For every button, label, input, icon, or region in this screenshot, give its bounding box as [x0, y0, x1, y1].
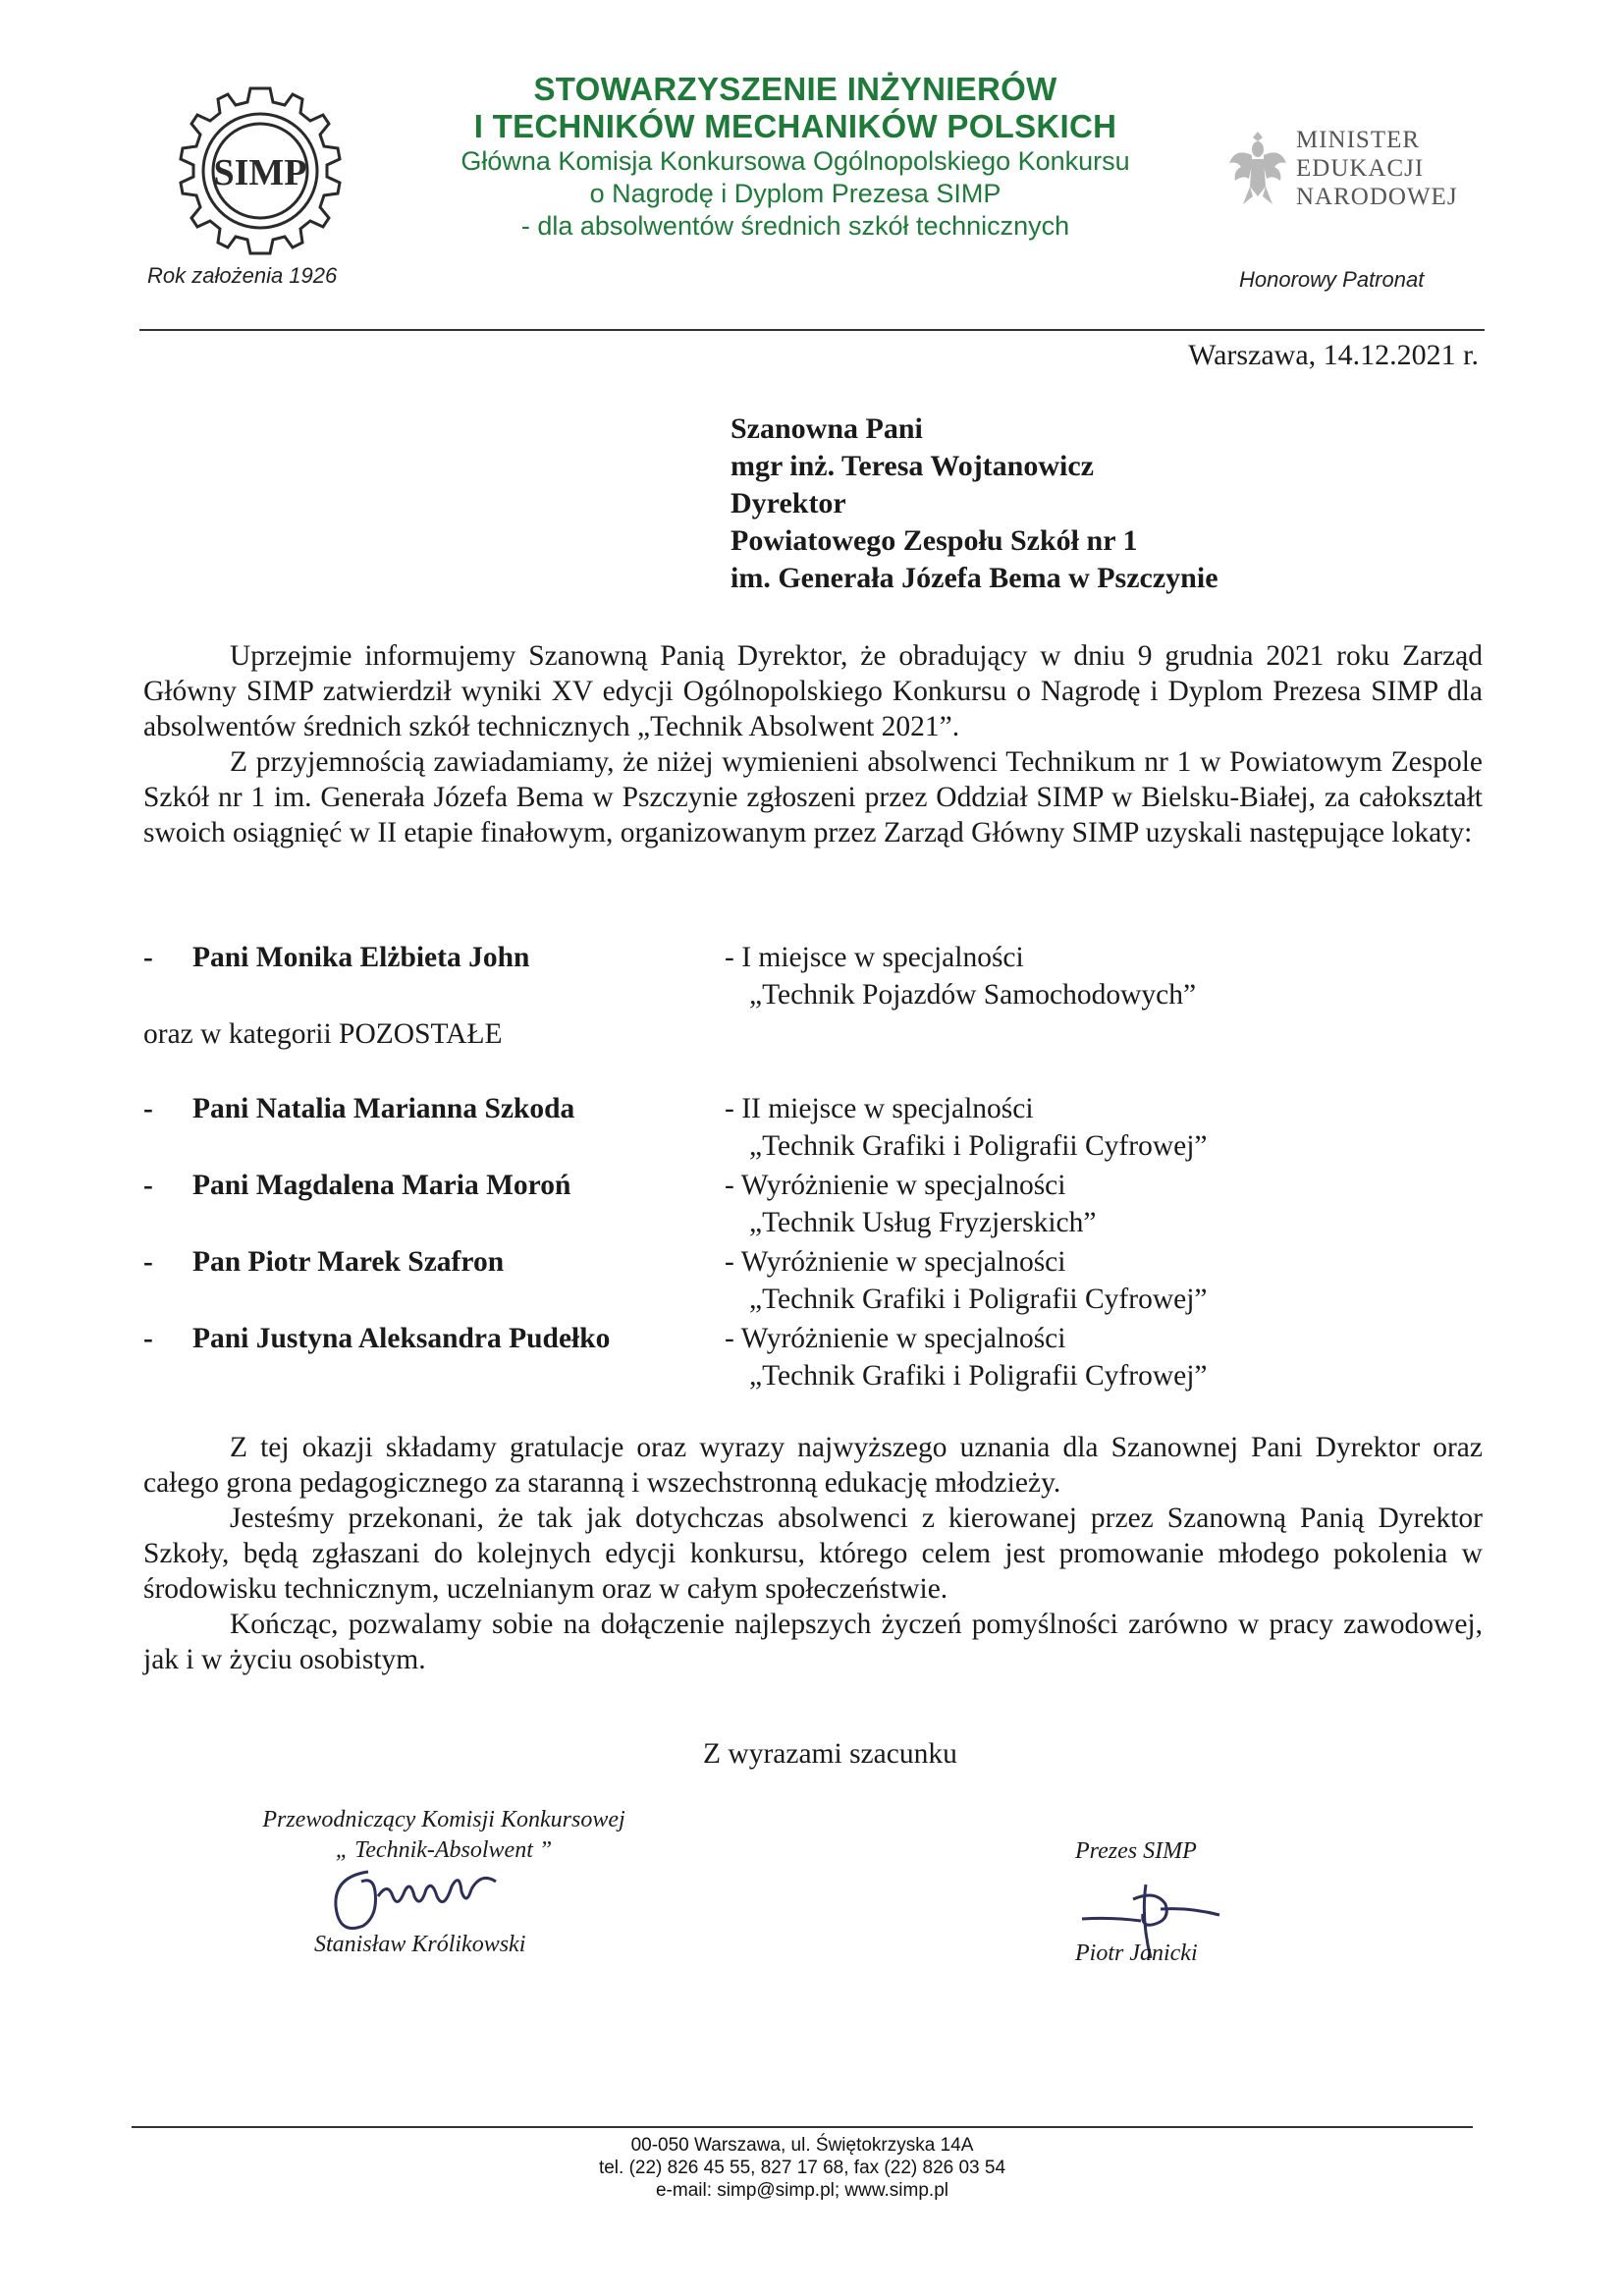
- footer-phone: tel. (22) 826 45 55, 827 17 68, fax (22) 826 03 54: [598, 2158, 1006, 2178]
- award-specialty: „Technik Pojazdów Samochodowych”: [749, 979, 1197, 1011]
- minister-line-3: NARODOWEJ: [1296, 184, 1458, 210]
- addressee-line-2: mgr inż. Teresa Wojtanowicz: [731, 450, 1094, 482]
- awardee-name: Pani Monika Elżbieta John: [192, 942, 530, 973]
- footer-contact: [132, 2134, 1473, 2202]
- paragraph-3: Z tej okazji składamy gratulacje oraz wyrazy najwyższego uznania dla Szanownej Pani Dyrektor oraz całego grona pedagogicznego za staranną i wszechstronną edukację młodzieży.: [143, 1432, 1483, 1499]
- addressee-line-5: im. Generała Józefa Bema w Pszczynie: [731, 562, 1218, 594]
- awards-list: [143, 939, 1483, 1396]
- award-specialty: „Technik Usług Fryzjerskich”: [749, 1207, 1097, 1238]
- award-row: [143, 1320, 1483, 1396]
- header-divider: [139, 329, 1485, 331]
- awardee-name: Pan Piotr Marek Szafron: [192, 1246, 505, 1278]
- patron-label: Honorowy Patronat: [1239, 267, 1425, 292]
- paragraph-2: Z przyjemnością zawiadamiamy, że niżej wymienieni absolwenci Technikum nr 1 w Powiatowym Zespole Szkół nr 1 im. Generała Józefa Bema w Pszczynie zgłoszeni przez Oddział SIMP w Bielsku-Białej, za całokształt swoich osiągnięć w II etapie finałowym, organizowanym przez Zarząd Główny SIMP uzyskali następujące lokaty:: [143, 746, 1483, 848]
- footer-address: 00-050 Warszawa, ul. Świętokrzyska 14A: [630, 2135, 974, 2156]
- minister-line-1: MINISTER: [1296, 127, 1421, 153]
- minister-line-2: EDUKACJI: [1296, 155, 1425, 182]
- paragraph-4: Jesteśmy przekonani, że tak jak dotychczas absolwenci z kierowanej przez Szanowną Panią Dyrektor Szkoły, będą zgłaszani do kolejnych edycji konkursu, którego celem jest promowanie młodego pokolenia w środowisku technicznym, uczelnianym oraz w całym społeczeństwie.: [143, 1503, 1483, 1605]
- paragraph-5: Kończąc, pozwalamy sobie na dołączenie najlepszych życzeń pomyślności zarówno w pracy zawodowej, jak i w życiu osobistym.: [143, 1609, 1483, 1675]
- org-title-line-1: STOWARZYSZENIE INŻYNIERÓW: [533, 71, 1057, 107]
- award-specialty: „Technik Grafiki i Poligrafii Cyfrowej”: [749, 1130, 1208, 1162]
- category-label: oraz w kategorii POZOSTAŁE: [143, 1018, 503, 1050]
- minister-label: [1296, 126, 1458, 211]
- list-dash: -: [143, 1170, 153, 1201]
- list-dash: -: [143, 1323, 153, 1354]
- list-dash: -: [143, 1093, 153, 1124]
- eagle-emblem-icon: [1225, 126, 1290, 214]
- award-place: - Wyróżnienie w specjalności: [725, 1246, 1066, 1278]
- footer-email: e-mail: simp@simp.pl; www.simp.pl: [655, 2180, 948, 2201]
- list-dash: -: [143, 1246, 153, 1278]
- award-place: - I miejsce w specjalności: [725, 942, 1024, 973]
- org-title-line-2: I TECHNIKÓW MECHANIKÓW POLSKICH: [473, 108, 1117, 144]
- closing-phrase: Z wyrazami szacunku: [703, 1738, 957, 1770]
- commission-chair-title-line-1: Przewodniczący Komisji Konkursowej: [262, 1807, 625, 1832]
- org-subtitle-line-2: o Nagrodę i Dyplom Prezesa SIMP: [589, 179, 1001, 208]
- award-place: - Wyróżnienie w specjalności: [725, 1170, 1066, 1201]
- award-place: - II miejsce w specjalności: [725, 1093, 1034, 1124]
- president-name: Piotr Janicki: [1075, 1941, 1198, 1966]
- org-subtitle-line-3: - dla absolwentów średnich szkół technicznych: [520, 211, 1070, 241]
- org-subtitle-line-1: Główna Komisja Konkursowa Ogólnopolskiego Konkursu: [460, 146, 1130, 176]
- commission-chair-title-line-2: „ Technik-Absolwent ”: [335, 1837, 553, 1863]
- award-row: [143, 1090, 1483, 1167]
- footer-divider: [132, 2126, 1473, 2128]
- award-row: [143, 1243, 1483, 1320]
- awardee-name: Pani Natalia Marianna Szkoda: [192, 1093, 575, 1124]
- simp-logo: [167, 79, 353, 265]
- addressee-line-4: Powiatowego Zespołu Szkół nr 1: [731, 524, 1138, 557]
- logo-text: SIMP: [213, 152, 307, 193]
- commission-chair-name: Stanisław Królikowski: [314, 1932, 526, 1957]
- organization-header: [373, 71, 1218, 243]
- addressee-block: [731, 410, 1218, 597]
- award-place: - Wyróżnienie w specjalności: [725, 1323, 1066, 1354]
- addressee-line-3: Dyrektor: [731, 487, 846, 519]
- awardee-name: Pani Justyna Aleksandra Pudełko: [192, 1323, 611, 1354]
- letter-date: Warszawa, 14.12.2021 r.: [1188, 339, 1479, 371]
- award-specialty: „Technik Grafiki i Poligrafii Cyfrowej”: [749, 1360, 1208, 1392]
- awardee-name: Pani Magdalena Maria Moroń: [192, 1170, 571, 1201]
- award-row: [143, 1167, 1483, 1243]
- list-dash: -: [143, 942, 153, 973]
- addressee-line-1: Szanowna Pani: [731, 412, 923, 445]
- award-row: [143, 939, 1483, 1015]
- paragraph-1: Uprzejmie informujemy Szanowną Panią Dyrektor, że obradujący w dniu 9 grudnia 2021 roku Zarząd Główny SIMP zatwierdził wyniki XV edycji Ogólnopolskiego Konkursu o Nagrodę i Dyplom Prezesa SIMP dla absolwentów średnich szkół technicznych „Technik Absolwent 2021”.: [143, 640, 1483, 742]
- founded-year: Rok założenia 1926: [147, 263, 338, 288]
- award-specialty: „Technik Grafiki i Poligrafii Cyfrowej”: [749, 1284, 1208, 1315]
- president-title: Prezes SIMP: [1075, 1838, 1197, 1864]
